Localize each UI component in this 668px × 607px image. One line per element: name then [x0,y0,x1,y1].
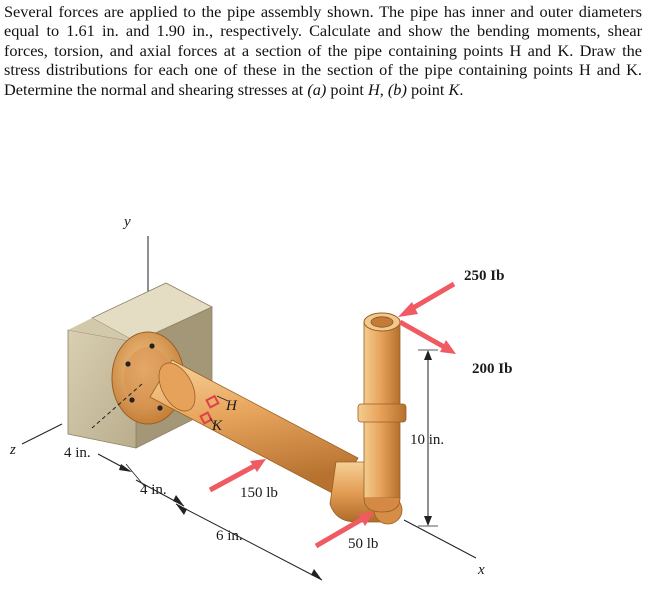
x-axis-label: x [478,562,485,578]
part-b-label: (b) [387,79,407,99]
force-150-label: 150 lb [240,485,278,501]
pipe-diagonal [150,357,358,495]
dimension-4in-b-label: 4 in. [140,482,167,498]
problem-end: . [459,79,464,99]
force-200-arrow [400,322,456,354]
dimension-4in-a [98,454,146,488]
bolt-icon [125,361,130,366]
point-h-label: H [226,398,237,414]
force-250-label: 250 Ib [464,268,505,284]
force-50-label: 50 lb [348,536,379,552]
bolt-icon [157,405,162,410]
part-a-text: point [326,79,368,99]
pipe-coupling [358,404,406,422]
part-b-text: point [406,79,449,99]
z-axis-label: z [10,442,16,458]
part-b-point: K [448,79,460,99]
dimension-6in [176,504,322,580]
point-k-label: K [212,418,223,434]
bolt-icon [129,397,134,402]
x-axis-line [404,520,476,558]
force-250-arrow [398,284,454,317]
dimension-4in-a-label: 4 in. [64,445,91,461]
y-axis-label: y [124,214,131,230]
pipe-vertical [358,313,406,512]
part-a-label: (a) [307,79,327,99]
z-axis-line [22,424,62,444]
bolt-icon [149,343,154,348]
problem-statement: Several forces are applied to the pipe assembly shown. The pipe has inner and outer diameters equal to 1.61 in. and 1.90 in., respectively. Calculate and show the bending moments, shear forces, torsion, and axial forces at a section of the pipe containing points H and K. Draw the stress distributions for each one of these in the section of the pipe containing points H and K. Determine the normal and shearing stresses at (a) point H, (b) point K. [4,2,642,99]
dimension-10in-label: 10 in. [410,432,445,448]
part-a-point: H [367,79,380,99]
force-200-label: 200 Ib [472,361,513,377]
dimension-6in-label: 6 in. [216,528,243,544]
problem-intro: Several forces are applied to the pipe assembly shown. The pipe has inner and outer diameters equal to 1.61 in. and 1.90 in., respectively. Calculate and show the bending moments, shear forces, torsion, and axial forces at a section of the pipe containing points H and K. Draw the stress distributions for each one of these in the section of the pipe containing points H and K. Determine the normal and shearing stresses at [4,2,642,99]
